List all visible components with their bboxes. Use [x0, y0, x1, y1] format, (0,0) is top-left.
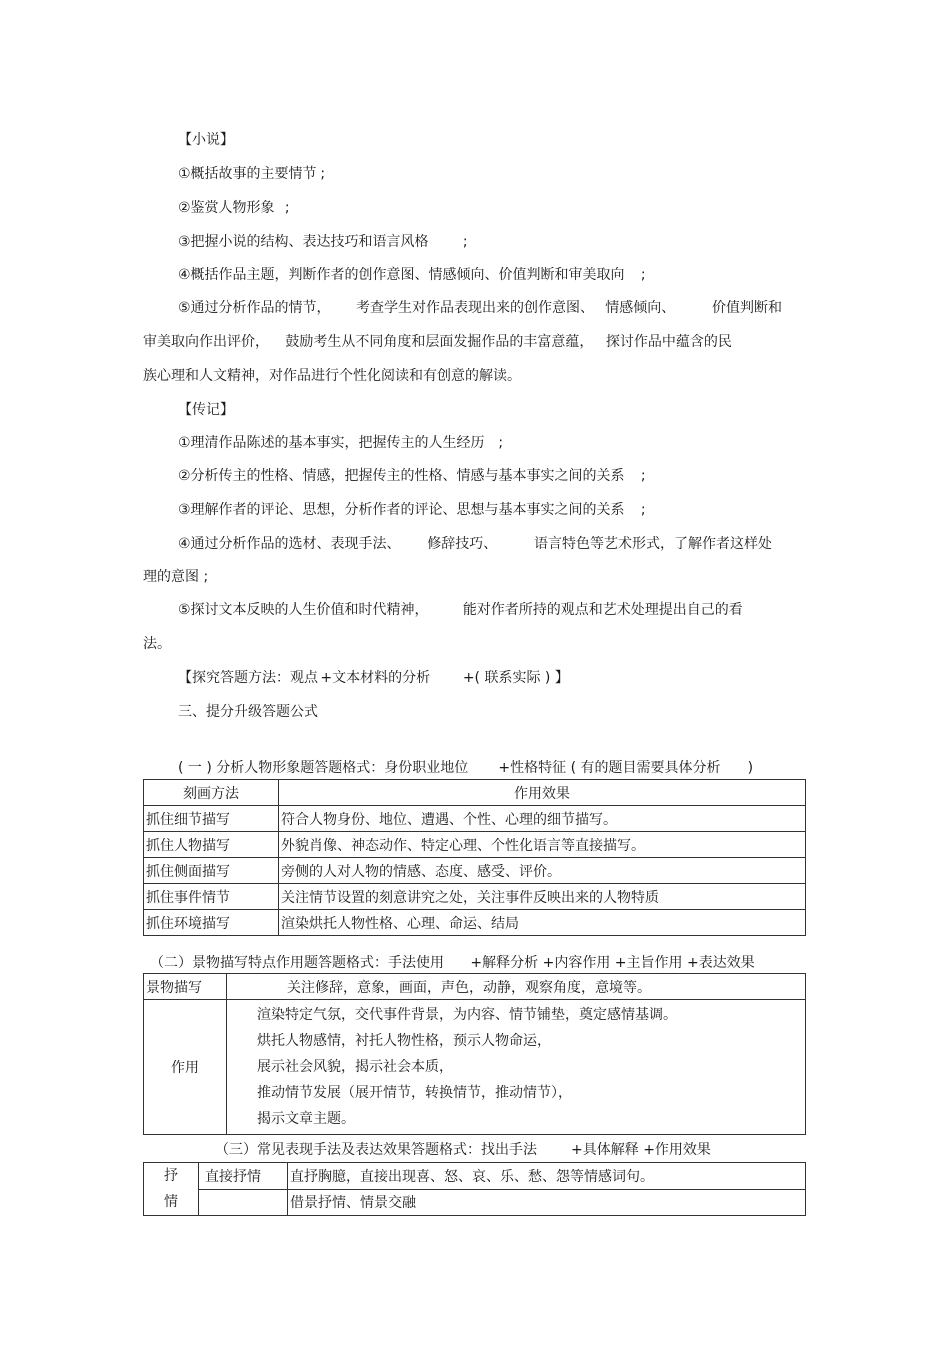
table-row: [144, 1163, 806, 1190]
technique-desc-cell: 借景抒情、情景交融: [288, 1189, 806, 1216]
character-analysis-table: [143, 779, 806, 936]
technique-cell: [199, 1189, 288, 1216]
method-cell: 抓住人物描写: [144, 832, 279, 858]
expression-technique-table: [143, 1162, 806, 1216]
scenery-value-cell: 关注修辞，意象，画面，声色，动静，观察角度，意境等。: [227, 974, 806, 1000]
function-line: 渲染特定气氛，交代事件背景，为内容、情节铺垫，奠定感情基调。: [257, 1007, 677, 1023]
function-line: 揭示文章主题。: [257, 1111, 355, 1127]
table-header-row: [144, 780, 806, 806]
table3-caption: （三）常见表现手法及表达效果答题格式：找出手法 +具体解释 +作用效果: [215, 1142, 711, 1158]
novel-item-5-line-1: ⑤通过分析作品的情节， 考查学生对作品表现出来的创作意图、 情感倾向、 价值判断和: [178, 300, 783, 316]
category-char: 抒: [164, 1168, 178, 1184]
technique-cell: 直接抒情: [199, 1163, 288, 1190]
novel-item-2: ②鉴赏人物形象 ;: [178, 200, 290, 216]
biography-item-4-line-2: 理的意图 ;: [143, 569, 209, 585]
table-row: [144, 884, 806, 910]
table2-caption: （二）景物描写特点作用题答题格式：手法使用 +解释分析 +内容作用 +主旨作用 +表达效果: [150, 955, 755, 971]
biography-heading: 【传记】: [178, 402, 234, 418]
effect-cell: 旁侧的人对人物的情感、态度、感受、评价。: [279, 858, 806, 884]
biography-item-1: ①理清作品陈述的基本事实，把握传主的人生经历 ;: [178, 435, 504, 451]
lyric-category-cell: [144, 1163, 199, 1216]
table-row: [144, 1000, 806, 1135]
effect-cell: 关注情节设置的刻意讲究之处，关注事件反映出来的人物特质: [279, 884, 806, 910]
scenery-label-cell: 景物描写: [144, 974, 227, 1000]
method-cell: 抓住环境描写: [144, 910, 279, 936]
novel-heading: 【小说】: [178, 132, 234, 148]
novel-item-4: ④概括作品主题，判断作者的创作意图、情感倾向、价值判断和审美取向 ;: [178, 267, 646, 283]
novel-item-5-line-3: 族心理和人文精神，对作品进行个性化阅读和有创意的解读。: [143, 368, 521, 384]
section-three-heading: 三、提分升级答题公式: [178, 704, 318, 720]
function-value-cell: [227, 1000, 806, 1135]
effect-cell: 外貌肖像、神态动作、特定心理、个性化语言等直接描写。: [279, 832, 806, 858]
header-method: 刻画方法: [144, 780, 279, 806]
header-effect: 作用效果: [279, 780, 806, 806]
biography-item-2: ②分析传主的性格、情感，把握传主的性格、情感与基本事实之间的关系 ;: [178, 468, 646, 484]
table1-caption: ( 一 ) 分析人物形象题答题格式：身份职业地位 +性格特征 ( 有的题目需要具体分析 ): [178, 760, 754, 776]
biography-item-5-line-2: 法。: [143, 636, 171, 652]
scenery-description-table: [143, 973, 806, 1135]
method-cell: 抓住事件情节: [144, 884, 279, 910]
table-row: [144, 806, 806, 832]
function-line: 烘托人物感情，衬托人物性格，预示人物命运，: [257, 1033, 551, 1049]
method-cell: 抓住细节描写: [144, 806, 279, 832]
biography-item-4-line-1: ④通过分析作品的选材、表现手法、 修辞技巧、 语言特色等艺术形式，了解作者这样处: [178, 536, 773, 552]
effect-cell: 符合人物身份、地位、遭遇、个性、心理的细节描写。: [279, 806, 806, 832]
table-row: [144, 858, 806, 884]
novel-item-3: ③把握小说的结构、表达技巧和语言风格 ;: [178, 234, 468, 250]
biography-item-5-line-1: ⑤探讨文本反映的人生价值和时代精神， 能对作者所持的观点和艺术处理提出自己的看: [178, 602, 743, 618]
function-label-cell: 作用: [144, 1000, 227, 1135]
novel-item-1: ①概括故事的主要情节 ;: [178, 166, 326, 182]
method-cell: 抓住侧面描写: [144, 858, 279, 884]
table-row: [144, 974, 806, 1000]
category-char: 情: [164, 1194, 178, 1210]
answer-method: 【探究答题方法：观点 +文本材料的分析 +( 联系实际 ) 】: [178, 670, 569, 686]
function-line: 推动情节发展（展开情节，转换情节，推动情节），: [257, 1085, 572, 1101]
table-row: [144, 832, 806, 858]
biography-item-3: ③理解作者的评论、思想，分析作者的评论、思想与基本事实之间的关系 ;: [178, 502, 646, 518]
effect-cell: 渲染烘托人物性格、心理、命运、结局: [279, 910, 806, 936]
table-row: [144, 1189, 806, 1216]
novel-item-5-line-2: 审美取向作出评价， 鼓励考生从不同角度和层面发掘作品的丰富意蕴， 探讨作品中蕴含的民: [143, 334, 732, 350]
technique-desc-cell: 直抒胸臆，直接出现喜、怒、哀、乐、愁、怨等情感词句。: [288, 1163, 806, 1190]
function-line: 展示社会风貌，揭示社会本质，: [257, 1059, 453, 1075]
table-row: [144, 910, 806, 936]
